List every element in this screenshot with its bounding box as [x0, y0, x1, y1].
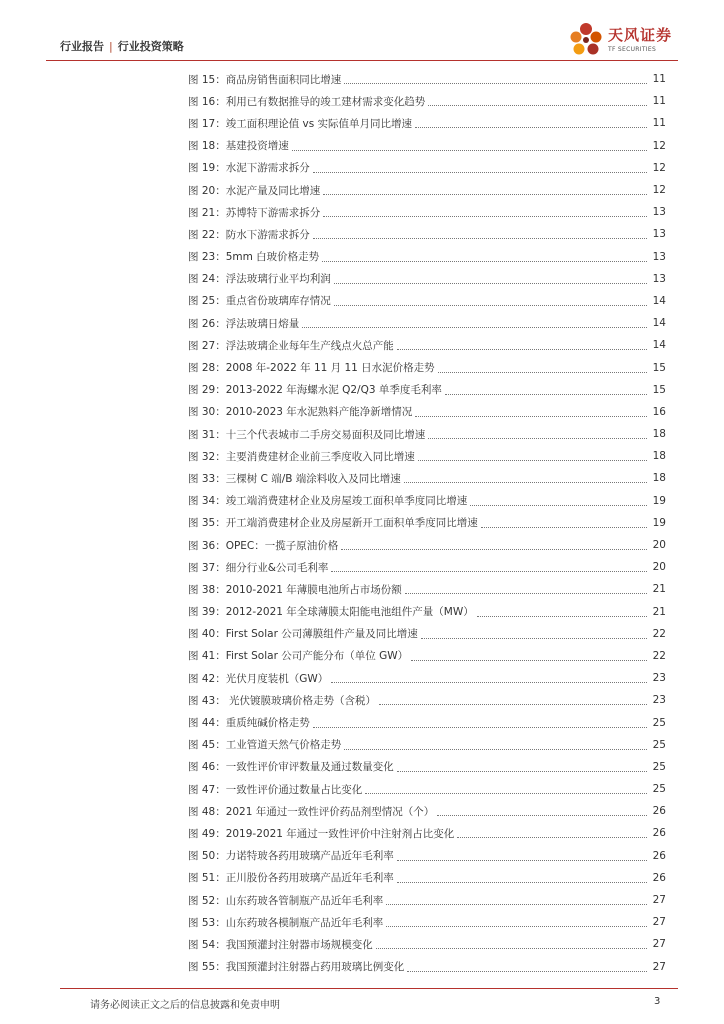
toc-entry-label: 图 32：主要消费建材企业前三季度收入同比增速 — [188, 450, 415, 463]
toc-entry-page: 14 — [652, 294, 666, 307]
toc-entry-page: 27 — [652, 960, 666, 973]
toc-entry[interactable] — [188, 246, 666, 268]
toc-leader-dots — [397, 859, 647, 861]
toc-entry-page: 26 — [652, 805, 666, 818]
toc-entry[interactable] — [188, 157, 666, 179]
toc-entry[interactable] — [188, 756, 666, 778]
toc-entry[interactable] — [188, 179, 666, 201]
toc-entry-page: 26 — [652, 871, 666, 884]
toc-leader-dots — [376, 947, 647, 949]
toc-entry-label: 图 48：2021 年通过一致性评价药品剂型情况（个） — [188, 805, 435, 818]
company-logo — [566, 18, 676, 64]
header-separator: | — [109, 40, 113, 53]
toc-entry-label: 图 51：正川股份各药用玻璃产品近年毛利率 — [188, 872, 394, 885]
toc-leader-dots — [445, 393, 647, 395]
disclaimer-text: 请务必阅读正文之后的信息披露和免责申明 — [90, 1000, 280, 1011]
toc-leader-dots — [344, 748, 647, 750]
toc-entry-label: 图 41：First Solar 公司产能分布（单位 GW） — [188, 650, 409, 663]
toc-entry-page: 20 — [652, 539, 666, 552]
toc-entry[interactable] — [188, 889, 666, 911]
toc-entry[interactable] — [188, 534, 666, 556]
toc-leader-dots — [322, 260, 647, 262]
toc-entry[interactable] — [188, 734, 666, 756]
toc-entry-page: 16 — [652, 405, 666, 418]
toc-entry[interactable] — [188, 711, 666, 733]
toc-entry-label: 图 44：重质纯碱价格走势 — [188, 717, 310, 730]
tf-flower-icon — [566, 20, 606, 60]
toc-entry[interactable] — [188, 845, 666, 867]
toc-entry-page: 13 — [652, 206, 666, 219]
toc-entry-label: 图 46：一致性评价审评数量及通过数量变化 — [188, 761, 394, 774]
toc-entry-page: 25 — [652, 716, 666, 729]
toc-entry[interactable] — [188, 822, 666, 844]
toc-leader-dots — [331, 681, 647, 683]
toc-entry-label: 图 31：十三个代表城市二手房交易面积及同比增速 — [188, 428, 426, 441]
toc-leader-dots — [386, 903, 647, 905]
toc-entry[interactable] — [188, 578, 666, 600]
footer-divider — [60, 988, 678, 989]
toc-entry-page: 26 — [652, 827, 666, 840]
toc-leader-dots — [365, 792, 647, 794]
toc-entry-label: 图 45：工业管道天然气价格走势 — [188, 739, 342, 752]
toc-leader-dots — [292, 149, 647, 151]
toc-entry-page: 21 — [652, 583, 666, 596]
toc-entry-page: 18 — [652, 428, 666, 441]
toc-leader-dots — [323, 215, 647, 217]
toc-entry-label: 图 26：浮法玻璃日熔量 — [188, 317, 300, 330]
toc-entry-label: 图 47：一致性评价通过数量占比变化 — [188, 783, 363, 796]
toc-leader-dots — [344, 82, 647, 84]
toc-leader-dots — [386, 925, 647, 927]
toc-entry-page: 19 — [652, 516, 666, 529]
toc-entry[interactable] — [188, 556, 666, 578]
toc-leader-dots — [323, 193, 647, 195]
toc-entry[interactable] — [188, 778, 666, 800]
toc-leader-dots — [428, 437, 647, 439]
toc-leader-dots — [407, 970, 647, 972]
toc-entry[interactable] — [188, 601, 666, 623]
toc-entry-label: 图 35：开工端消费建材企业及房屋新开工面积单季度同比增速 — [188, 517, 478, 530]
toc-entry-label: 图 52：山东药玻各管制瓶产品近年毛利率 — [188, 894, 384, 907]
toc-entry-label: 图 19：水泥下游需求拆分 — [188, 162, 310, 175]
toc-entry[interactable] — [188, 867, 666, 889]
toc-leader-dots — [457, 836, 647, 838]
toc-entry[interactable] — [188, 512, 666, 534]
toc-entry-label: 图 33：三棵树 C 端/B 端涂料收入及同比增速 — [188, 472, 401, 485]
toc-entry-page: 11 — [652, 95, 666, 108]
toc-leader-dots — [411, 659, 647, 661]
toc-entry-label: 图 37：细分行业&公司毛利率 — [188, 561, 329, 574]
toc-leader-dots — [313, 726, 647, 728]
toc-entry[interactable] — [188, 933, 666, 955]
toc-leader-dots — [397, 348, 647, 350]
toc-entry-page: 27 — [652, 894, 666, 907]
toc-entry[interactable] — [188, 956, 666, 978]
toc-entry[interactable] — [188, 268, 666, 290]
toc-entry-page: 12 — [652, 139, 666, 152]
toc-leader-dots — [437, 814, 647, 816]
toc-entry-label: 图 15：商品房销售面积同比增速 — [188, 73, 342, 86]
toc-entry[interactable] — [188, 223, 666, 245]
toc-entry-label: 图 39：2012-2021 年全球薄膜太阳能电池组件产量（MW） — [188, 606, 474, 619]
toc-entry-label: 图 21：苏博特下游需求拆分 — [188, 206, 321, 219]
toc-entry-page: 14 — [652, 339, 666, 352]
page-number: 3 — [654, 996, 661, 1007]
toc-entry-page: 13 — [652, 272, 666, 285]
toc-entry-label: 图 53：山东药玻各模制瓶产品近年毛利率 — [188, 916, 384, 929]
toc-entry-label: 图 54：我国预灌封注射器市场规模变化 — [188, 938, 373, 951]
toc-entry-label: 图 38：2010-2021 年薄膜电池所占市场份额 — [188, 583, 402, 596]
toc-entry-page: 27 — [652, 916, 666, 929]
toc-entry-page: 22 — [652, 627, 666, 640]
toc-entry[interactable] — [188, 490, 666, 512]
toc-entry-page: 18 — [652, 472, 666, 485]
toc-entry-label: 图 34：竣工端消费建材企业及房屋竣工面积单季度同比增速 — [188, 495, 468, 508]
brand-english: TF SECURITIES — [608, 46, 657, 53]
toc-entry[interactable] — [188, 356, 666, 378]
toc-entry-label: 图 55：我国预灌封注射器占药用玻璃比例变化 — [188, 961, 405, 974]
toc-leader-dots — [470, 504, 647, 506]
toc-leader-dots — [379, 703, 647, 705]
report-subcategory: 行业投资策略 — [117, 40, 184, 53]
toc-entry[interactable] — [188, 445, 666, 467]
toc-entry[interactable] — [188, 467, 666, 489]
toc-entry[interactable] — [188, 290, 666, 312]
toc-entry-page: 18 — [652, 450, 666, 463]
toc-entry[interactable] — [188, 90, 666, 112]
toc-entry[interactable] — [188, 201, 666, 223]
toc-leader-dots — [341, 548, 647, 550]
brand-name: 天风证券 — [608, 26, 673, 44]
toc-entry-page: 26 — [652, 849, 666, 862]
toc-entry-label: 图 20：水泥产量及同比增速 — [188, 184, 321, 197]
toc-entry-label: 图 17：竣工面积理论值 vs 实际值单月同比增速 — [188, 117, 413, 130]
toc-leader-dots — [334, 282, 647, 284]
report-category: 行业报告 — [60, 40, 104, 53]
toc-entry-label: 图 50：力诺特玻各药用玻璃产品近年毛利率 — [188, 850, 394, 863]
toc-entry-label: 图 22：防水下游需求拆分 — [188, 228, 310, 241]
toc-entry-page: 25 — [652, 738, 666, 751]
toc-entry-page: 27 — [652, 938, 666, 951]
toc-entry-page: 15 — [652, 383, 666, 396]
toc-entry-page: 11 — [652, 73, 666, 86]
toc-leader-dots — [404, 481, 647, 483]
toc-entry-page: 20 — [652, 561, 666, 574]
toc-entry-page: 23 — [652, 672, 666, 685]
toc-entry-page: 13 — [652, 228, 666, 241]
toc-entry-label: 图 49：2019-2021 年通过一致性评价中注射剂占比变化 — [188, 827, 455, 840]
toc-entry-label: 图 42：光伏月度装机（GW） — [188, 672, 329, 685]
toc-entry[interactable] — [188, 379, 666, 401]
toc-entry[interactable] — [188, 667, 666, 689]
toc-entry-page: 13 — [652, 250, 666, 263]
toc-entry[interactable] — [188, 68, 666, 90]
toc-leader-dots — [481, 526, 647, 528]
toc-entry-label: 图 43： 光伏镀膜玻璃价格走势（含税） — [188, 694, 377, 707]
toc-entry-label: 图 30：2010-2023 年水泥熟料产能净新增情况 — [188, 406, 413, 419]
toc-entry-page: 23 — [652, 694, 666, 707]
toc-leader-dots — [477, 615, 647, 617]
toc-leader-dots — [334, 304, 647, 306]
toc-entry-page: 12 — [652, 184, 666, 197]
toc-entry-page: 25 — [652, 760, 666, 773]
toc-leader-dots — [418, 459, 647, 461]
toc-entry-page: 12 — [652, 161, 666, 174]
toc-entry[interactable] — [188, 135, 666, 157]
toc-entry-label: 图 40：First Solar 公司薄膜组件产量及同比增速 — [188, 628, 418, 641]
toc-entry[interactable] — [188, 112, 666, 134]
toc-entry-label: 图 24：浮法玻璃行业平均利润 — [188, 273, 331, 286]
toc-leader-dots — [313, 171, 647, 173]
toc-leader-dots — [421, 637, 647, 639]
toc-entry[interactable] — [188, 689, 666, 711]
toc-entry-label: 图 23：5mm 白玻价格走势 — [188, 251, 320, 264]
toc-entry-page: 11 — [652, 117, 666, 130]
toc-leader-dots — [415, 415, 647, 417]
toc-entry-page: 25 — [652, 783, 666, 796]
toc-entry-label: 图 36：OPEC：一揽子原油价格 — [188, 539, 339, 552]
toc-entry-label: 图 29：2013-2022 年海螺水泥 Q2/Q3 单季度毛利率 — [188, 384, 442, 397]
toc-leader-dots — [397, 770, 647, 772]
toc-entry[interactable] — [188, 423, 666, 445]
toc-leader-dots — [302, 326, 647, 328]
toc-entry-page: 15 — [652, 361, 666, 374]
report-header — [60, 38, 184, 54]
toc-leader-dots — [313, 237, 647, 239]
toc-entry[interactable] — [188, 911, 666, 933]
toc-leader-dots — [331, 570, 647, 572]
toc-entry-label: 图 27：浮法玻璃企业每年生产线点火总产能 — [188, 339, 394, 352]
toc-entry[interactable] — [188, 800, 666, 822]
toc-entry[interactable] — [188, 401, 666, 423]
toc-leader-dots — [438, 371, 647, 373]
toc-entry[interactable] — [188, 623, 666, 645]
toc-entry-page: 14 — [652, 317, 666, 330]
toc-leader-dots — [397, 881, 647, 883]
toc-entry[interactable] — [188, 312, 666, 334]
toc-leader-dots — [428, 104, 647, 106]
toc-leader-dots — [405, 592, 647, 594]
toc-entry-label: 图 28：2008 年-2022 年 11 月 11 日水泥价格走势 — [188, 362, 435, 375]
toc-entry-label: 图 25：重点省份玻璃库存情况 — [188, 295, 331, 308]
toc-entry-label: 图 18：基建投资增速 — [188, 140, 289, 153]
header-divider — [46, 60, 678, 61]
toc-entry-page: 19 — [652, 494, 666, 507]
toc-leader-dots — [415, 126, 647, 128]
toc-entry[interactable] — [188, 645, 666, 667]
toc-entry-page: 21 — [652, 605, 666, 618]
toc-entry[interactable] — [188, 334, 666, 356]
toc-entry-label: 图 16：利用已有数据推导的竣工建材需求变化趋势 — [188, 95, 426, 108]
toc-entry-page: 22 — [652, 649, 666, 662]
figure-list — [188, 68, 666, 978]
